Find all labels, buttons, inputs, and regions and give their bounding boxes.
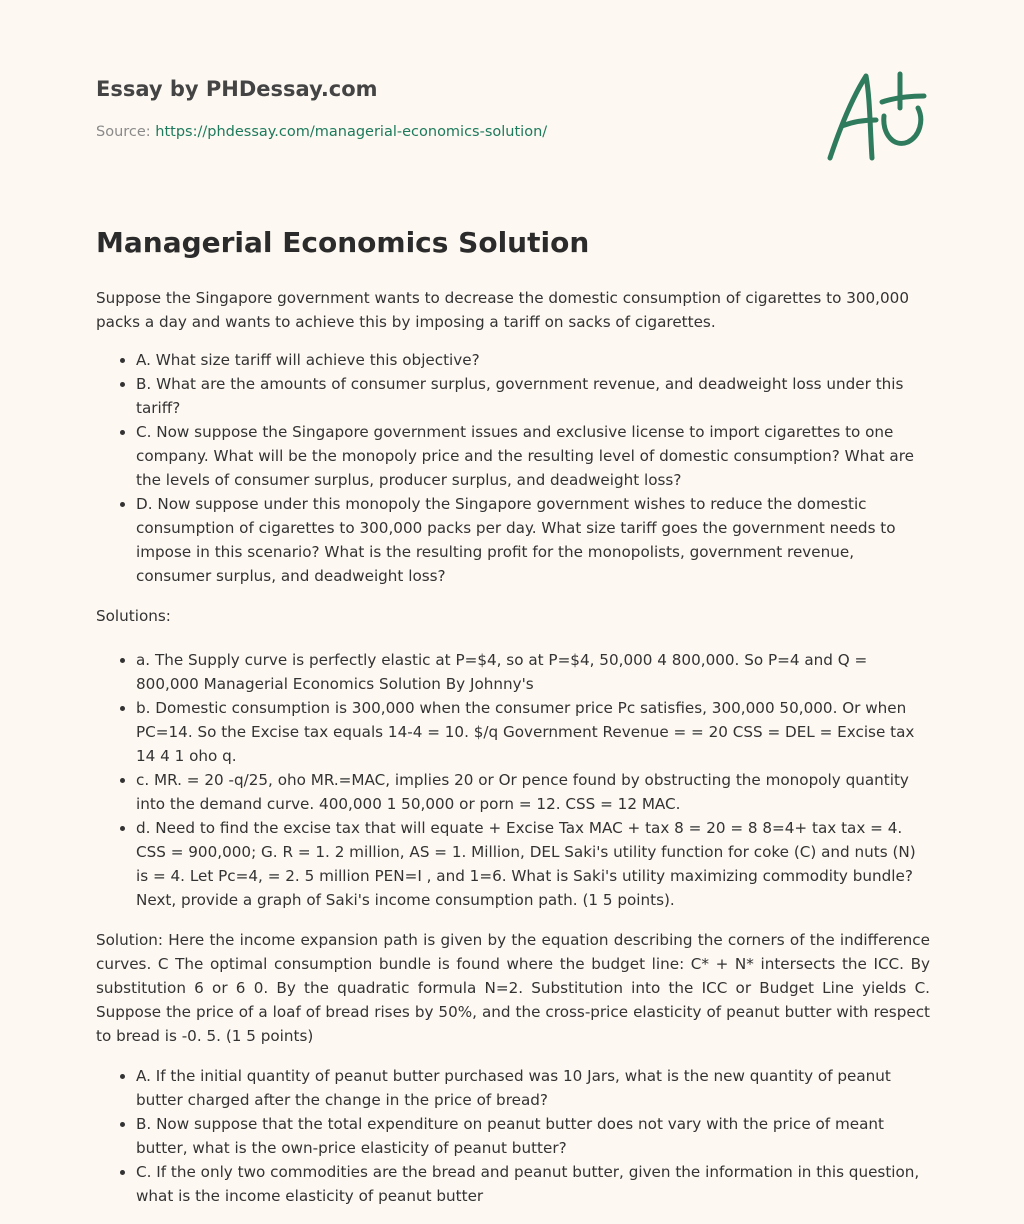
intro-paragraph: Suppose the Singapore government wants to decrease the domestic consumption of cigarettes to 300,000 packs a day and wants to achieve this by imposing a tariff on sacks of cigarettes. bbox=[96, 289, 909, 331]
list-item: • c. MR. = 20 -q/25, oho MR.=MAC, implies 20 or Or pence found by obstructing the monopoly quantity into the demand curve. 400,000 1 50,000 or porn = 12. CSS = 12 MAC. bbox=[136, 768, 930, 816]
list-item: • a. The Supply curve is perfectly elastic at P=$4, so at P=$4, 50,000 4 800,000. So P=4 and Q = 800,000 Managerial Economics Solution By Johnny's bbox=[136, 648, 930, 696]
list-item: • B. Now suppose that the total expenditure on peanut butter does not vary with the price of meant butter, what is the own-price elasticity of peanut butter? bbox=[136, 1112, 930, 1160]
solutions-heading: Solutions: bbox=[96, 607, 171, 625]
list-item: • B. What are the amounts of consumer surplus, government revenue, and deadweight loss under this tariff? bbox=[136, 372, 930, 420]
page-title: Managerial Economics Solution bbox=[96, 226, 590, 259]
solutions-list bbox=[96, 648, 930, 912]
list-item: • A. What size tariff will achieve this objective? bbox=[136, 348, 930, 372]
list-item: • A. If the initial quantity of peanut butter purchased was 10 Jars, what is the new quantity of peanut butter charged after the change in the price of bread? bbox=[136, 1064, 930, 1112]
article-body bbox=[96, 286, 930, 1224]
list-item: • C. If the only two commodities are the bread and peanut butter, given the information in this question, what is the income elasticity of peanut butter bbox=[136, 1160, 930, 1208]
source-line bbox=[96, 124, 547, 140]
list-item: • C. Now suppose the Singapore government issues and exclusive license to import cigarettes to one company. What will be the monopoly price and the resulting level of domestic consumption? What are the levels of consumer surplus, producer surplus, and deadweight loss? bbox=[136, 420, 930, 492]
source-label: Source: bbox=[96, 124, 151, 140]
a-plus-logo bbox=[820, 68, 930, 164]
list-item: • D. Now suppose under this monopoly the Singapore government wishes to reduce the domestic consumption of cigarettes to 300,000 packs per day. What size tariff goes the government needs to impose in this scenario? What is the resulting profit for the monopolists, government revenue, consumer surplus, and deadweight loss? bbox=[136, 492, 930, 588]
followup-list bbox=[96, 1064, 930, 1208]
site-brand: Essay by PHDessay.com bbox=[96, 77, 378, 101]
solution-paragraph: Solution: Here the income expansion path is given by the equation describing the corners of the indifference curves. C The optimal consumption bundle is found where the budget line: C* + N* intersects the ICC. By substitution 6 or 6 0. By the quadratic formula N=2. Substitution into the ICC or Budget Line yields C. Suppose the price of a loaf of bread rises by 50%, and the cross-price elasticity of peanut butter with respect to bread is -0. 5. (1 5 points) bbox=[96, 931, 930, 1045]
list-item: • b. Domestic consumption is 300,000 when the consumer price Pc satisfies, 300,000 50,000. Or when PC=14. So the Excise tax equals 14-4 = 10. $/q Government Revenue = = 20 CSS = DEL = Excise tax 14 4 1 oho q. bbox=[136, 696, 930, 768]
list-item: • d. Need to find the excise tax that will equate + Excise Tax MAC + tax 8 = 20 = 8 8=4+ tax tax = 4. CSS = 900,000; G. R = 1. 2 million, AS = 1. Million, DEL Saki's utility function for coke (C) and nuts (N) is = 4. Let Pc=4, = 2. 5 million PEN=I , and 1=6. What is Saki's utility maximizing commodity bundle? Next, provide a graph of Saki's income consumption path. (1 5 points). bbox=[136, 816, 930, 912]
questions-list bbox=[96, 348, 930, 588]
source-link[interactable]: https://phdessay.com/managerial-economics-solution/ bbox=[155, 124, 548, 140]
